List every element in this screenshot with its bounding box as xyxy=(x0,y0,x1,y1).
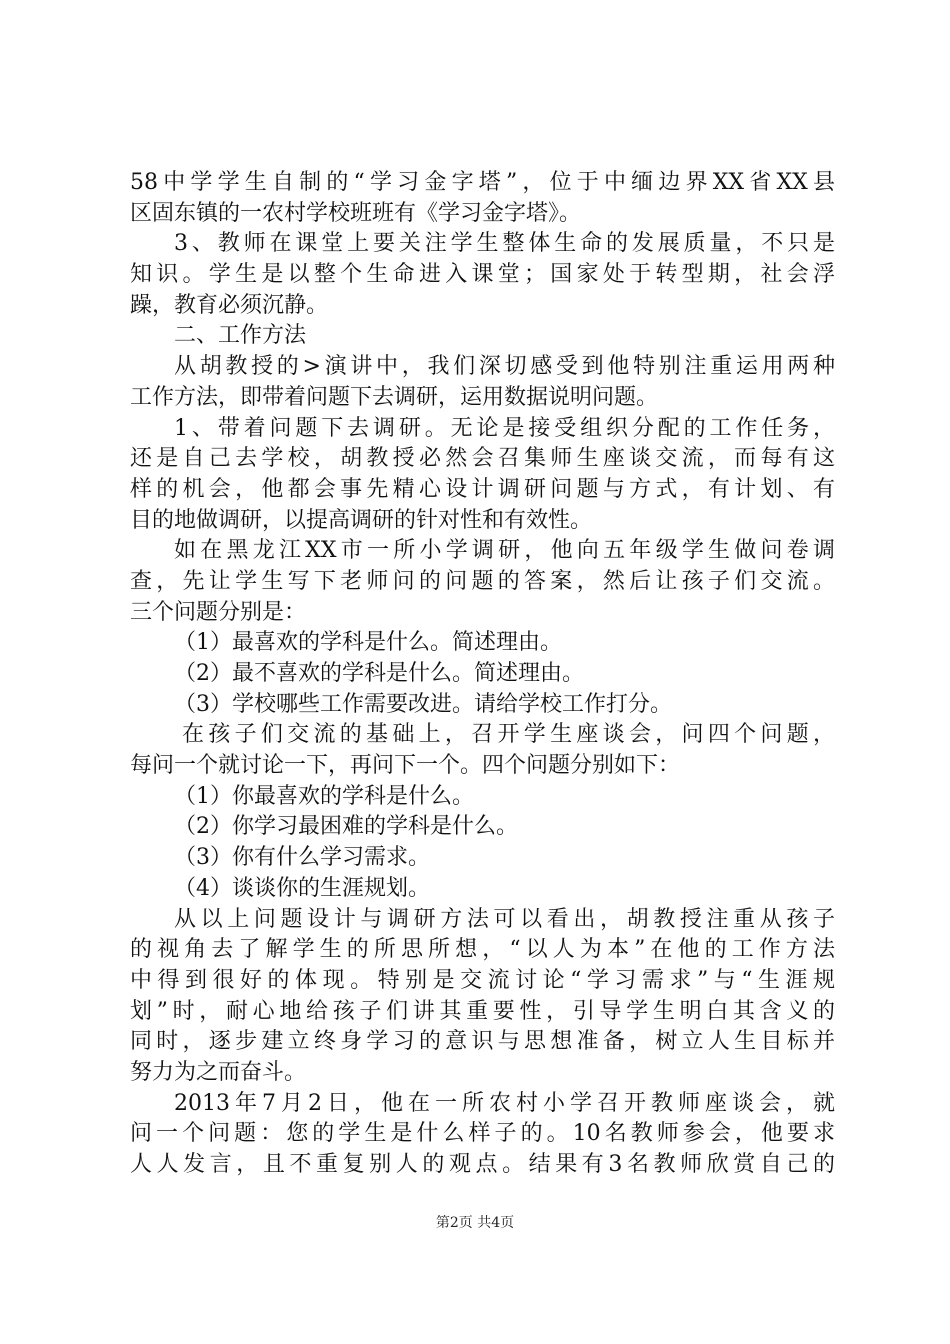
text-line: 问一个问题：您的学生是什么样子的。10名教师参会，他要求 xyxy=(130,1121,835,1147)
text-line: 工作方法，即带着问题下去调研，运用数据说明问题。 xyxy=(130,384,659,410)
text-line: 躁，教育必须沉静。 xyxy=(130,292,329,318)
text-line: 同时，逐步建立终身学习的意识与思想准备，树立人生目标并 xyxy=(130,1029,835,1055)
text-line: 每问一个就讨论一下，再问下一个。四个问题分别如下： xyxy=(130,753,681,779)
text-line: 样的机会，他都会事先精心设计调研问题与方式，有计划、有 xyxy=(130,476,835,502)
text-line: （3）你有什么学习需求。 xyxy=(174,845,430,871)
text-line: 三个问题分别是： xyxy=(130,599,307,625)
text-line: 目的地做调研，以提高调研的针对性和有效性。 xyxy=(130,507,593,533)
text-line: 在孩子们交流的基础上，召开学生座谈会，问四个问题， xyxy=(182,722,835,748)
text-line: 查，先让学生写下老师问的问题的答案，然后让孩子们交流。 xyxy=(130,568,835,594)
text-line: 从胡教授的>演讲中，我们深切感受到他特别注重运用两种 xyxy=(174,354,835,380)
text-line: 努力为之而奋斗。 xyxy=(130,1059,307,1085)
text-line: 2013年7月2日，他在一所农村小学召开教师座谈会，就 xyxy=(174,1090,835,1116)
text-line: 划”时，耐心地给孩子们讲其重要性，引导学生明白其含义的 xyxy=(130,998,835,1024)
document-body xyxy=(130,168,835,1181)
text-line: 从以上问题设计与调研方法可以看出，胡教授注重从孩子 xyxy=(174,906,835,932)
text-line: 中得到很好的体现。特别是交流讨论“学习需求”与“生涯规 xyxy=(130,967,835,993)
text-line: （4）谈谈你的生涯规划。 xyxy=(174,875,430,901)
text-line: 如在黑龙江XX市一所小学调研，他向五年级学生做问卷调 xyxy=(174,538,835,564)
text-line: 1、带着问题下去调研。无论是接受组织分配的工作任务， xyxy=(174,415,835,441)
text-line: 还是自己去学校，胡教授必然会召集师生座谈交流，而每有这 xyxy=(130,446,835,472)
text-line: （3）学校哪些工作需要改进。请给学校工作打分。 xyxy=(174,691,672,717)
text-line: 的视角去了解学生的所思所想，“以人为本”在他的工作方法 xyxy=(130,937,835,963)
text-line: 58中学学生自制的“学习金字塔”，位于中缅边界XX省XX县 xyxy=(130,170,835,195)
text-line: 人人发言，且不重复别人的观点。结果有3名教师欣赏自己的 xyxy=(130,1152,835,1177)
text-line: 区固东镇的一农村学校班班有《学习金字塔》。 xyxy=(130,200,582,226)
text-line: （2）最不喜欢的学科是什么。简述理由。 xyxy=(174,661,584,686)
page-number-label: 第2页 共4页 xyxy=(435,1215,515,1231)
text-line: （2）你学习最困难的学科是什么。 xyxy=(174,814,518,840)
text-line: （1）最喜欢的学科是什么。简述理由。 xyxy=(174,630,562,656)
page-footer xyxy=(0,1212,950,1232)
text-line: 3、教师在课堂上要关注学生整体生命的发展质量，不只是 xyxy=(174,231,835,257)
text-line: 知识。学生是以整个生命进入课堂；国家处于转型期，社会浮 xyxy=(130,262,835,288)
text-line: 二、工作方法 xyxy=(174,323,307,349)
text-line: （1）你最喜欢的学科是什么。 xyxy=(174,783,474,809)
